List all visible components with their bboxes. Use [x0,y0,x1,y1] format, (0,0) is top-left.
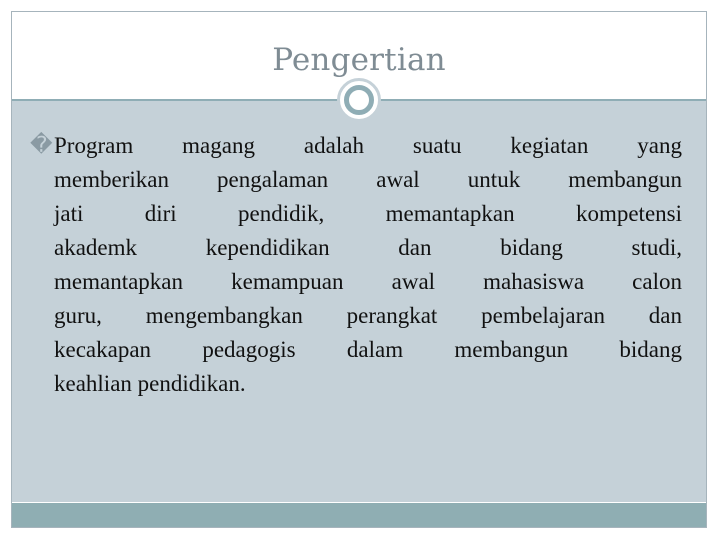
bullet-list [30,129,682,401]
slide-title: Pengertian [272,42,446,78]
body-line: akademk kependidikan dan bidang studi, [54,235,682,260]
bullet-item [30,129,682,401]
body-line: keahlian pendidikan. [54,371,246,396]
bullet-placeholder-icon: � [30,133,53,158]
body-line: memantapkan kemampuan awal mahasiswa calon [54,269,682,294]
body-line: Program magang adalah suatu kegiatan yang [54,133,682,158]
circle-ornament-icon [337,78,381,122]
body-line: kecakapan pedagogis dalam membangun bidang [54,337,682,362]
body-line: jati diri pendidik, memantapkan kompetensi [54,201,682,226]
bottom-band [12,503,706,527]
body-line: memberikan pengalaman awal untuk membangun [54,167,682,192]
circle-ring [344,85,374,115]
body-line: guru, mengembangkan perangkat pembelajaran dan [54,303,682,328]
